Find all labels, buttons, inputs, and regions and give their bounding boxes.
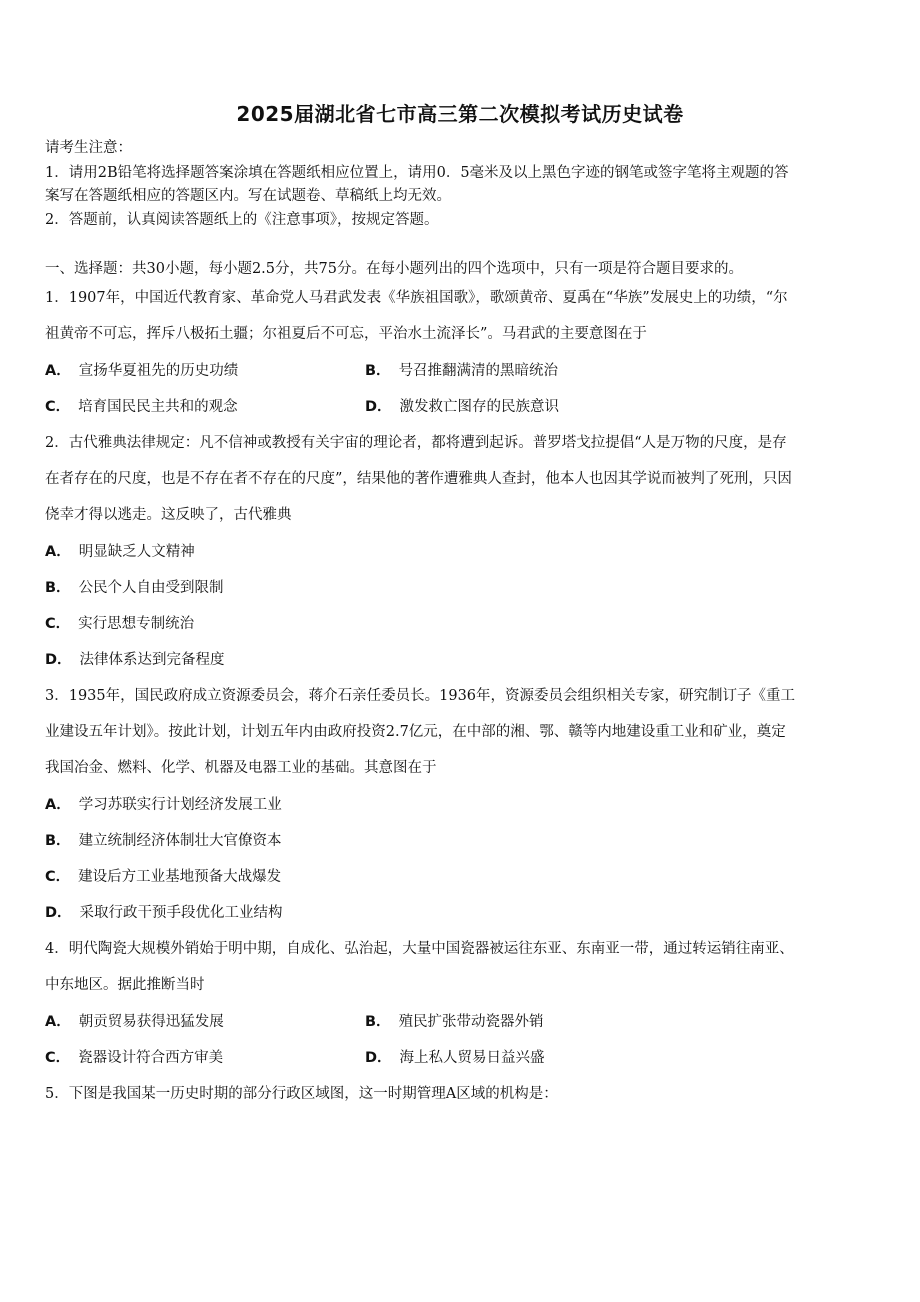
question-stem: 在者存在的尺度，也是不存在者不存在的尺度”，结果他的著作遭雅典人查封，他本人也因其学说而被判了死刑，只因 <box>45 471 792 487</box>
option-letter: C． <box>45 1050 71 1066</box>
notice-line: 2．答题前，认真阅读答题纸上的《注意事项》，按规定答题。 <box>45 212 439 228</box>
option-letter: A． <box>45 797 71 813</box>
option-text: 殖民扩张带动瓷器外销 <box>398 1014 544 1030</box>
option-d[interactable] <box>365 1048 545 1068</box>
option-text: 朝贡贸易获得迅猛发展 <box>78 1014 224 1030</box>
section-heading: 一、选择题：共30小题，每小题2.5分，共75分。在每小题列出的四个选项中，只有一项是符合题目要求的。 <box>45 261 743 277</box>
option-b[interactable] <box>365 1012 544 1032</box>
option-letter: B． <box>45 580 71 596</box>
option-c[interactable] <box>45 397 238 417</box>
option-d[interactable] <box>365 397 559 417</box>
question-stem: 我国冶金、燃料、化学、机器及电器工业的基础。其意图在于 <box>45 760 437 776</box>
option-text: 培育国民民主共和的观念 <box>78 399 238 415</box>
question-stem: 5．下图是我国某一历史时期的部分行政区域图，这一时期管理A区域的机构是： <box>45 1086 558 1102</box>
question-stem: 侥幸才得以逃走。这反映了，古代雅典 <box>45 507 292 523</box>
option-a[interactable] <box>45 795 282 815</box>
option-letter: A． <box>45 544 71 560</box>
question-stem: 4．明代陶瓷大规模外销始于明中期，自成化、弘治起，大量中国瓷器被运往东亚、东南亚一带，通过转运销往南亚、 <box>45 941 794 957</box>
option-b[interactable] <box>45 578 224 598</box>
option-text: 激发救亡图存的民族意识 <box>399 399 560 415</box>
option-a[interactable] <box>45 542 195 562</box>
option-letter: C． <box>45 616 71 632</box>
notice-line: 案写在答题纸相应的答题区内。写在试题卷、草稿纸上均无效。 <box>45 188 451 204</box>
question-stem: 1．1907年，中国近代教育家、革命党人马君武发表《华族祖国歌》，歌颂黄帝、夏禹在“华族”发展史上的功绩，“尔 <box>45 290 788 306</box>
option-letter: D． <box>365 1050 392 1066</box>
option-letter: D． <box>45 905 72 921</box>
notice-line: 1．请用2B铅笔将选择题答案涂填在答题纸相应位置上，请用0．5毫米及以上黑色字迹的钢笔或签字笔将主观题的答 <box>45 165 789 181</box>
option-text: 公民个人自由受到限制 <box>78 580 224 596</box>
question-stem: 业建设五年计划》。按此计划，计划五年内由政府投资2.7亿元，在中部的湘、鄂、赣等内地建设重工业和矿业，奠定 <box>45 724 786 740</box>
option-letter: B． <box>365 363 391 379</box>
option-letter: C． <box>45 399 71 415</box>
option-b[interactable] <box>45 831 282 851</box>
page-title: 2025届湖北省七市高三第二次模拟考试历史试卷 <box>236 102 684 126</box>
option-d[interactable] <box>45 650 225 670</box>
option-a[interactable] <box>45 361 238 381</box>
option-text: 瓷器设计符合西方审美 <box>78 1050 224 1066</box>
option-letter: B． <box>365 1014 391 1030</box>
option-b[interactable] <box>365 361 558 381</box>
option-text: 海上私人贸易日益兴盛 <box>399 1050 545 1066</box>
option-text: 法律体系达到完备程度 <box>79 652 225 668</box>
question-stem: 2．古代雅典法律规定：凡不信神或教授有关宇宙的理论者，都将遭到起诉。普罗塔戈拉提倡“人是万物的尺度，是存 <box>45 435 787 451</box>
option-text: 采取行政干预手段优化工业结构 <box>79 905 283 921</box>
option-a[interactable] <box>45 1012 224 1032</box>
option-text: 宣扬华夏祖先的历史功绩 <box>78 363 239 379</box>
option-letter: B． <box>45 833 71 849</box>
option-text: 号召推翻满清的黑暗统治 <box>398 363 559 379</box>
notice-heading: 请考生注意： <box>45 140 132 156</box>
option-d[interactable] <box>45 903 283 923</box>
option-text: 建设后方工业基地预备大战爆发 <box>78 869 282 885</box>
option-letter: C． <box>45 869 71 885</box>
option-text: 实行思想专制统治 <box>78 616 195 632</box>
question-stem: 中东地区。据此推断当时 <box>45 977 205 993</box>
option-c[interactable] <box>45 867 281 887</box>
option-letter: A． <box>45 363 71 379</box>
option-c[interactable] <box>45 614 194 634</box>
option-c[interactable] <box>45 1048 223 1068</box>
option-letter: D． <box>365 399 392 415</box>
option-text: 建立统制经济体制壮大官僚资本 <box>78 833 282 849</box>
option-text: 学习苏联实行计划经济发展工业 <box>78 797 282 813</box>
option-letter: A． <box>45 1014 71 1030</box>
option-text: 明显缺乏人文精神 <box>78 544 195 560</box>
option-letter: D． <box>45 652 72 668</box>
question-stem: 3．1935年，国民政府成立资源委员会，蒋介石亲任委员长。1936年，资源委员会组织相关专家，研究制订子《重工 <box>45 688 796 704</box>
question-stem: 祖黄帝不可忘，挥斥八极拓土疆；尔祖夏后不可忘，平治水土流泽长”。马君武的主要意图在于 <box>45 326 647 342</box>
